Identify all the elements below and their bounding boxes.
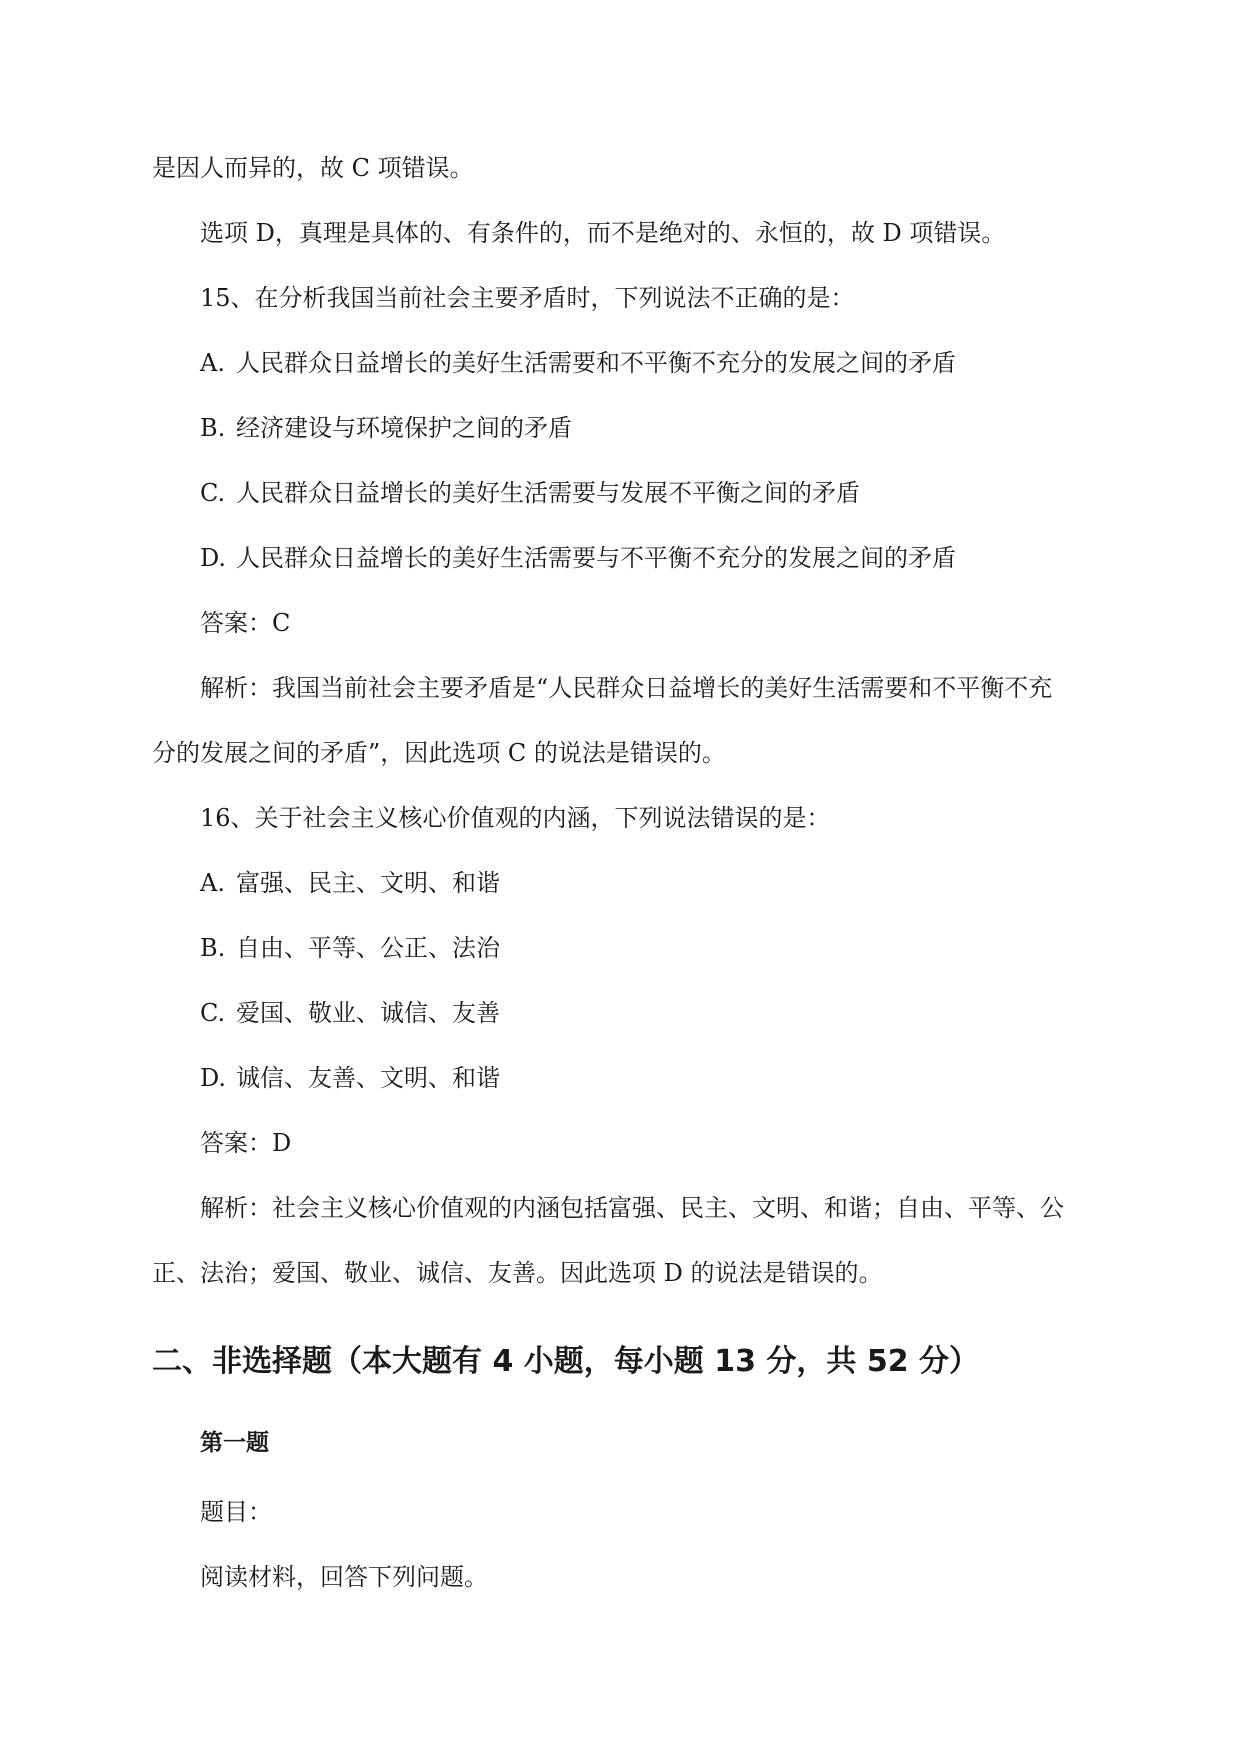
option-key: D. <box>200 544 227 572</box>
option-text: 人民群众日益增长的美好生活需要和不平衡不充分的发展之间的矛盾 <box>236 349 956 377</box>
question-16-option-b <box>200 933 500 963</box>
question-16-option-c <box>200 998 500 1028</box>
question-15-option-c <box>200 478 860 508</box>
option-key: A. <box>200 349 225 377</box>
question-15-option-a <box>200 348 956 378</box>
option-text: 富强、民主、文明、和谐 <box>236 869 500 897</box>
option-text: 人民群众日益增长的美好生活需要与不平衡不充分的发展之间的矛盾 <box>236 544 956 572</box>
section-heading: 二、非选择题（本大题有 4 小题，每小题 13 分，共 52 分） <box>152 1344 980 1379</box>
topic-label: 题目： <box>200 1498 272 1526</box>
question-15-option-d <box>200 543 956 573</box>
question-15-stem: 15、在分析我国当前社会主要矛盾时，下列说法不正确的是： <box>200 284 855 312</box>
paragraph-line: 选项 D，真理是具体的、有条件的，而不是绝对的、永恒的，故 D 项错误。 <box>200 219 1006 247</box>
option-key: D. <box>200 1064 227 1092</box>
question-16-analysis-cont: 正、法治；爱国、敬业、诚信、友善。因此选项 D 的说法是错误的。 <box>152 1259 883 1287</box>
option-text: 人民群众日益增长的美好生活需要与发展不平衡之间的矛盾 <box>236 479 860 507</box>
paragraph-line: 是因人而异的，故 C 项错误。 <box>152 154 474 182</box>
question-16-answer: 答案：D <box>200 1129 292 1157</box>
option-key: B. <box>200 414 226 442</box>
question-heading: 第一题 <box>200 1430 269 1456</box>
option-key: B. <box>200 934 226 962</box>
option-text: 经济建设与环境保护之间的矛盾 <box>236 414 572 442</box>
question-15-analysis: 解析：我国当前社会主要矛盾是“人民群众日益增长的美好生活需要和不平衡不充 <box>200 674 1053 702</box>
question-16-option-a <box>200 868 500 898</box>
question-16-stem: 16、关于社会主义核心价值观的内涵，下列说法错误的是： <box>200 804 831 832</box>
question-15-analysis-cont: 分的发展之间的矛盾”，因此选项 C 的说法是错误的。 <box>152 739 726 767</box>
option-key: C. <box>200 479 226 507</box>
option-key: A. <box>200 869 225 897</box>
option-text: 自由、平等、公正、法治 <box>236 934 500 962</box>
option-text: 爱国、敬业、诚信、友善 <box>236 999 500 1027</box>
question-16-analysis: 解析：社会主义核心价值观的内涵包括富强、民主、文明、和谐；自由、平等、公 <box>200 1194 1064 1222</box>
instruction-text: 阅读材料，回答下列问题。 <box>200 1563 488 1591</box>
question-15-answer: 答案：C <box>200 609 291 637</box>
question-16-option-d <box>200 1063 500 1093</box>
question-15-option-b <box>200 413 572 443</box>
option-text: 诚信、友善、文明、和谐 <box>236 1064 500 1092</box>
option-key: C. <box>200 999 226 1027</box>
